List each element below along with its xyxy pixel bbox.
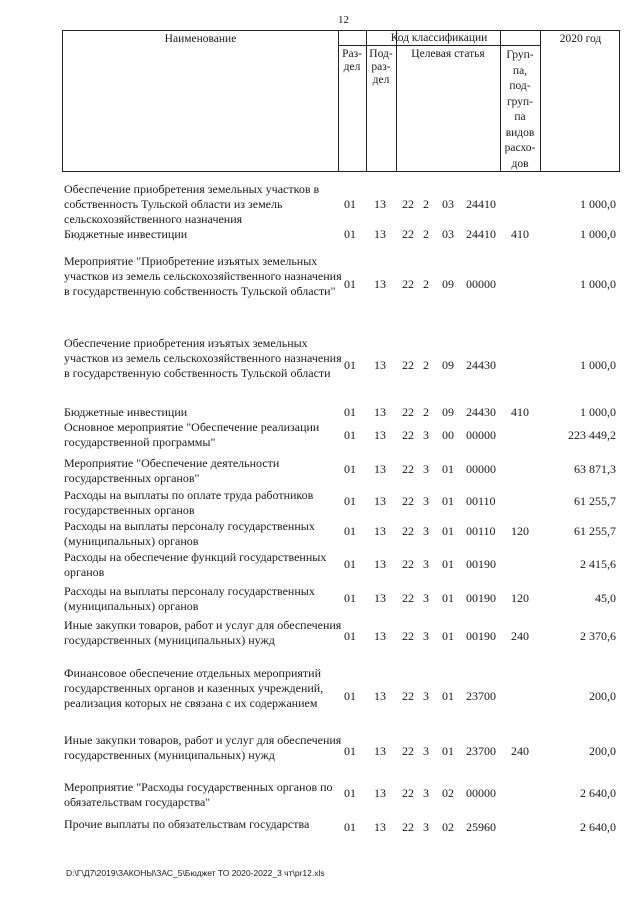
row-code-a: 22	[402, 462, 414, 476]
row-code-b: 2	[423, 358, 429, 372]
header-target: Целевая статья	[411, 48, 485, 60]
row-code-b: 2	[423, 197, 429, 211]
row-code-a: 22	[402, 277, 414, 291]
row-code-pr: 13	[374, 494, 386, 508]
row-code-b: 3	[423, 524, 429, 538]
row-code-d: 00190	[466, 557, 496, 571]
row-code-rz: 01	[344, 405, 356, 419]
row-code-a: 22	[402, 524, 414, 538]
row-code-c: 00	[442, 428, 454, 442]
row-code-b: 3	[423, 557, 429, 571]
row-name: Основное мероприятие "Обеспечение реализации государственной программы"	[64, 420, 320, 449]
row-name: Расходы на обеспечение функций государственных органов	[64, 550, 327, 579]
row-code-d: 00000	[466, 428, 496, 442]
row-code-pr: 13	[374, 557, 386, 571]
row-name: Прочие выплаты по обязательствам государства	[64, 817, 310, 831]
row-code-d: 00110	[466, 524, 496, 538]
row-code-rz: 01	[344, 494, 356, 508]
row-name: Расходы на выплаты по оплате труда работников государственных органов	[64, 488, 314, 517]
row-code-b: 3	[423, 820, 429, 834]
row-code-pr: 13	[374, 428, 386, 442]
row-name: Мероприятие "Обеспечение деятельности государственных органов"	[64, 456, 280, 485]
row-code-rz: 01	[344, 277, 356, 291]
row-code-pr: 13	[374, 629, 386, 643]
page-number: 12	[338, 14, 349, 26]
row-code-pr: 13	[374, 405, 386, 419]
row-code-rz: 01	[344, 744, 356, 758]
row-code-pr: 13	[374, 744, 386, 758]
row-value: 2 640,0	[580, 820, 616, 834]
row-code-pr: 13	[374, 689, 386, 703]
row-name: Обеспечение приобретения изъятых земельных участков из земель сельскохозяйственного назначения в государственную собственность Тульской области	[64, 336, 342, 380]
row-code-pr: 13	[374, 820, 386, 834]
row-code-c: 09	[442, 405, 454, 419]
footer-file-path: D:\Г\Д7\2019\ЗАКОНЫ\ЗАС_5\Бюджет ТО 2020-2022_3 чт\pr12.xls	[66, 868, 325, 878]
row-code-d: 00190	[466, 629, 496, 643]
row-code-c: 01	[442, 462, 454, 476]
row-code-a: 22	[402, 689, 414, 703]
row-code-vr: 240	[511, 629, 529, 643]
row-code-b: 3	[423, 689, 429, 703]
header-code-group: Код классификации	[390, 32, 488, 44]
row-code-a: 22	[402, 358, 414, 372]
row-value: 1 000,0	[580, 277, 616, 291]
row-code-a: 22	[402, 820, 414, 834]
row-code-c: 03	[442, 197, 454, 211]
row-code-a: 22	[402, 591, 414, 605]
row-value: 61 255,7	[574, 494, 616, 508]
row-value: 1 000,0	[580, 358, 616, 372]
row-name: Бюджетные инвестиции	[64, 227, 188, 241]
row-code-b: 2	[423, 227, 429, 241]
row-code-c: 02	[442, 820, 454, 834]
row-code-vr: 410	[511, 405, 529, 419]
row-code-rz: 01	[344, 557, 356, 571]
row-code-rz: 01	[344, 197, 356, 211]
row-value: 2 415,6	[580, 557, 616, 571]
row-name: Иные закупки товаров, работ и услуг для обеспечения государственных (муниципальных) нужд	[64, 618, 342, 647]
row-code-d: 00000	[466, 786, 496, 800]
row-code-pr: 13	[374, 524, 386, 538]
row-code-rz: 01	[344, 227, 356, 241]
row-code-rz: 01	[344, 689, 356, 703]
row-code-c: 01	[442, 494, 454, 508]
row-name: Обеспечение приобретения земельных участков в собственность Тульской области из земель сельскохозяйственного назначения	[64, 182, 320, 226]
row-code-c: 03	[442, 227, 454, 241]
row-code-pr: 13	[374, 277, 386, 291]
header-subsection: Под- раз- дел	[369, 48, 393, 86]
row-code-a: 22	[402, 405, 414, 419]
row-code-c: 09	[442, 277, 454, 291]
row-code-c: 09	[442, 358, 454, 372]
header-name: Наименование	[164, 33, 237, 45]
row-code-d: 00190	[466, 591, 496, 605]
row-value: 2 370,6	[580, 629, 616, 643]
header-year: 2020 год	[559, 33, 602, 45]
row-value: 1 000,0	[580, 405, 616, 419]
row-value: 2 640,0	[580, 786, 616, 800]
row-code-c: 01	[442, 689, 454, 703]
row-value: 63 871,3	[574, 462, 616, 476]
row-code-c: 01	[442, 629, 454, 643]
row-name: Финансовое обеспечение отдельных мероприятий государственных органов и казенных учреждений, реализация которых не связана с их содержанием	[64, 666, 324, 710]
row-code-b: 3	[423, 428, 429, 442]
row-code-pr: 13	[374, 358, 386, 372]
header-group: Груп- па, под- груп- па видов расхо- дов	[504, 49, 536, 170]
row-value: 200,0	[589, 744, 616, 758]
row-code-d: 24430	[466, 405, 496, 419]
row-code-d: 00110	[466, 494, 496, 508]
row-code-d: 24410	[466, 197, 496, 211]
row-code-d: 23700	[466, 744, 496, 758]
row-code-c: 01	[442, 524, 454, 538]
row-code-a: 22	[402, 629, 414, 643]
row-code-a: 22	[402, 197, 414, 211]
table-header	[62, 30, 620, 172]
row-code-a: 22	[402, 786, 414, 800]
row-code-pr: 13	[374, 786, 386, 800]
row-code-b: 2	[423, 277, 429, 291]
row-code-a: 22	[402, 494, 414, 508]
row-value: 61 255,7	[574, 524, 616, 538]
row-code-vr: 120	[511, 591, 529, 605]
row-code-vr: 410	[511, 227, 529, 241]
row-code-b: 2	[423, 405, 429, 419]
row-code-rz: 01	[344, 358, 356, 372]
row-code-rz: 01	[344, 820, 356, 834]
row-name: Бюджетные инвестиции	[64, 405, 188, 419]
row-code-c: 01	[442, 744, 454, 758]
row-code-d: 23700	[466, 689, 496, 703]
row-code-d: 25960	[466, 820, 496, 834]
row-code-pr: 13	[374, 197, 386, 211]
row-value: 1 000,0	[580, 197, 616, 211]
row-name: Иные закупки товаров, работ и услуг для обеспечения государственных (муниципальных) нужд	[64, 733, 342, 762]
row-code-b: 3	[423, 494, 429, 508]
row-value: 1 000,0	[580, 227, 616, 241]
row-value: 223 449,2	[568, 428, 616, 442]
row-code-d: 00000	[466, 462, 496, 476]
row-code-c: 01	[442, 591, 454, 605]
row-code-rz: 01	[344, 524, 356, 538]
row-code-rz: 01	[344, 786, 356, 800]
row-value: 200,0	[589, 689, 616, 703]
row-code-rz: 01	[344, 591, 356, 605]
row-code-b: 3	[423, 629, 429, 643]
row-name: Расходы на выплаты персоналу государственных (муниципальных) органов	[64, 519, 315, 548]
row-code-a: 22	[402, 557, 414, 571]
row-code-rz: 01	[344, 428, 356, 442]
row-code-a: 22	[402, 744, 414, 758]
row-code-d: 24430	[466, 358, 496, 372]
row-code-b: 3	[423, 591, 429, 605]
row-code-a: 22	[402, 227, 414, 241]
row-name: Расходы на выплаты персоналу государственных (муниципальных) органов	[64, 584, 315, 613]
row-code-b: 3	[423, 462, 429, 476]
row-code-d: 00000	[466, 277, 496, 291]
row-code-a: 22	[402, 428, 414, 442]
row-value: 45,0	[595, 591, 616, 605]
row-code-c: 02	[442, 786, 454, 800]
row-code-rz: 01	[344, 629, 356, 643]
row-code-pr: 13	[374, 462, 386, 476]
row-code-d: 24410	[466, 227, 496, 241]
row-code-c: 01	[442, 557, 454, 571]
row-name: Мероприятие "Приобретение изъятых земельных участков из земель сельскохозяйственного назначения в государственную собственность Тульской области"	[64, 254, 342, 298]
header-section: Раз- дел	[342, 48, 362, 73]
row-code-vr: 240	[511, 744, 529, 758]
row-code-pr: 13	[374, 591, 386, 605]
row-code-pr: 13	[374, 227, 386, 241]
row-code-rz: 01	[344, 462, 356, 476]
row-code-b: 3	[423, 786, 429, 800]
row-code-b: 3	[423, 744, 429, 758]
row-name: Мероприятие "Расходы государственных органов по обязательствам государства"	[64, 780, 333, 809]
row-code-vr: 120	[511, 524, 529, 538]
